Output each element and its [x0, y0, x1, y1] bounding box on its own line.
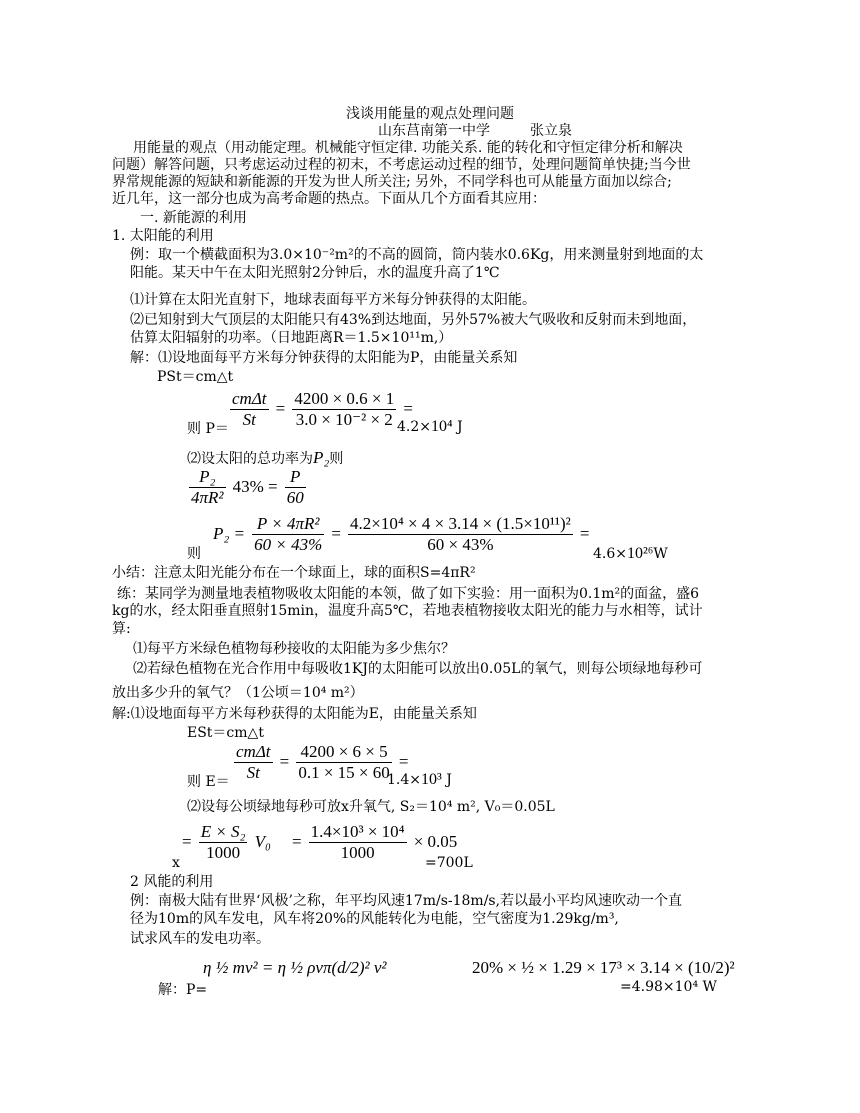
result-p: 4.2×10⁴ J — [397, 418, 463, 435]
example2-line-2: 径为10m的风车发电，风车将20%的风能转化为电能，空气密度为1.29kg/m³, — [130, 911, 619, 927]
fraction-cm-dt-over-st: cmΔt St — [232, 389, 267, 429]
intro-line-4: 近几年，这一部分也成为高考命题的热点。下面从几个方面看其应用： — [112, 191, 546, 207]
practice-line-4: ⑴每平方米绿色植物每秒接收的太阳能为多少焦尔？ — [133, 641, 455, 657]
solution2-line-2: ESt＝cm△t — [187, 725, 264, 741]
solution2-line-3: ⑵设每公顷绿地每秒可放x升氧气, S₂＝10⁴ m², V₀＝0.05L — [187, 799, 555, 815]
subsection-heading-1: 1. 太阳能的利用 — [112, 228, 214, 244]
result-wind: =4.98×10⁴ W — [620, 979, 717, 995]
subsection-heading-2: 2 风能的利用 — [130, 874, 214, 890]
solution1-then-p: 则 P＝ — [187, 421, 229, 437]
intro-line-3: 界常规能源的短缺和新能源的开发为世人所关注; 另外，不同学科也可从能量方面加以综合; — [112, 174, 672, 190]
example1-line-4: ⑵已知射到大气顶层的太阳能只有43%到达地面，另外57%被大气吸收和反射而未到地面， — [130, 312, 697, 328]
practice-line-5: ⑵若绿色植物在光合作用中每吸收1KJ的太阳能可以放出0.05L的氧气，则每公顷绿地每秒可 — [133, 661, 703, 677]
intro-line-1: 用能量的观点（用动能定理。机械能守恒定律. 功能关系. 能的转化和守恒定律分析和解决 — [133, 140, 683, 156]
example2-line-1: 例：南极大陆有世界‘风极’之称，年平均风速17m/s-18m/s,若以最小平均风速吹动一个直 — [130, 893, 683, 909]
formula-p2: P₂ = $\frac{\text{P × 4πR²}}{60 \times 43\%}$ = $\frac{\text{4.2×10⁴ × 4 × 3.14 × (1.5×10¹¹)²}}{60 \times 43\%}$ = — [213, 514, 590, 554]
formula-p2-ratio: $\frac{\text{P₂}}{\text{4πR²}}$ 43% = $\frac{P}{60}$ — [191, 467, 304, 507]
example1-line-3: ⑴计算在太阳光直射下，地球表面每平方米每分钟获得的太阳能。 — [130, 292, 536, 308]
practice-line-2: kg的水，经太阳垂直照射15min，温度升高5℃，若地表植物接收太阳光的能力与水相等，试计 — [112, 603, 703, 619]
solution1-then: 则 — [187, 546, 201, 562]
result-x: =700L — [425, 855, 473, 871]
example1-line-1: 例：取一个横截面积为3.0×10⁻²m²的不高的圆筒，筒内装水0.6Kg，用来测量射到地面的太 — [130, 247, 704, 263]
example1-line-2: 阳能。某天中午在太阳光照射2分钟后，水的温度升高了1℃ — [130, 265, 500, 281]
practice-line-1: 练：某同学为测量地表植物吸收太阳能的本领，做了如下实验：用一面积为0.1m²的面盆，盛6 — [117, 586, 700, 602]
formula-p: cmΔt St = $\frac{4200 \times 0.6 \times 1}{\text{3.0 × 10⁻² × 2}}$ = — [232, 389, 413, 429]
solution1-line-3: ⑵设太阳的总功率为P₂则 — [187, 448, 344, 467]
intro-line-2: 问题）解答问题，只考虑运动过程的初末，不考虑运动过程的细节，处理问题简单快捷;当今世 — [112, 157, 691, 173]
solution1-line-1: 解：⑴设地面每平方米每分钟获得的太阳能为P，由能量关系知 — [130, 350, 518, 366]
variable-x: x — [172, 855, 180, 871]
formula-e: cmΔt St = $\frac{4200 \times 6 \times 5}{0.1 \times 15 \times 60}$ = — [236, 742, 409, 782]
section-heading-1: 一. 新能源的利用 — [140, 210, 247, 226]
practice-line-6: 放出多少升的氧气？（1公顷＝10⁴ m²） — [112, 685, 364, 701]
example1-line-5: 估算太阳辐射的功率。（日地距离R＝1.5×10¹¹m,） — [130, 330, 453, 346]
example2-line-3: 试求风车的发电功率。 — [130, 931, 270, 947]
solution2-line-1: 解:⑴设地面每平方米每秒获得的太阳能为E，由能量关系知 — [112, 706, 477, 722]
summary-line: 小结：注意太阳光能分布在一个球面上，球的面积S=4πR² — [112, 565, 476, 581]
author-line: 山东莒南第一中学 张立泉 — [378, 123, 573, 139]
formula-x: = $\frac{\text{E × S₂}}{1000}$ V₀ = $\frac{\text{1.4×10³ × 10⁴}}{1000}$ × 0.05 — [182, 822, 458, 862]
page-title: 浅谈用能量的观点处理问题 — [346, 106, 514, 122]
fraction-numeric-1: $\frac{4200 \times 0.6 \times 1}{\text{3.0 × 10⁻² × 2}}$ — [294, 389, 395, 429]
result-e: 1.4×10³ J — [387, 771, 452, 788]
formula-wind-1: η ½ mv² = η ½ ρvπ(d/2)² v² — [203, 958, 387, 977]
solution1-line-2: PSt＝cm△t — [157, 369, 234, 385]
solution2-then-e: 则 E＝ — [187, 774, 230, 790]
result-p2: 4.6×10²⁶W — [593, 545, 668, 562]
formula-wind-2: 20% × ½ × 1.29 × 17³ × 3.14 × (10/2)² — [472, 958, 735, 977]
practice-line-3: 算: — [112, 621, 131, 637]
solution3-lead: 解：P= — [158, 982, 208, 998]
